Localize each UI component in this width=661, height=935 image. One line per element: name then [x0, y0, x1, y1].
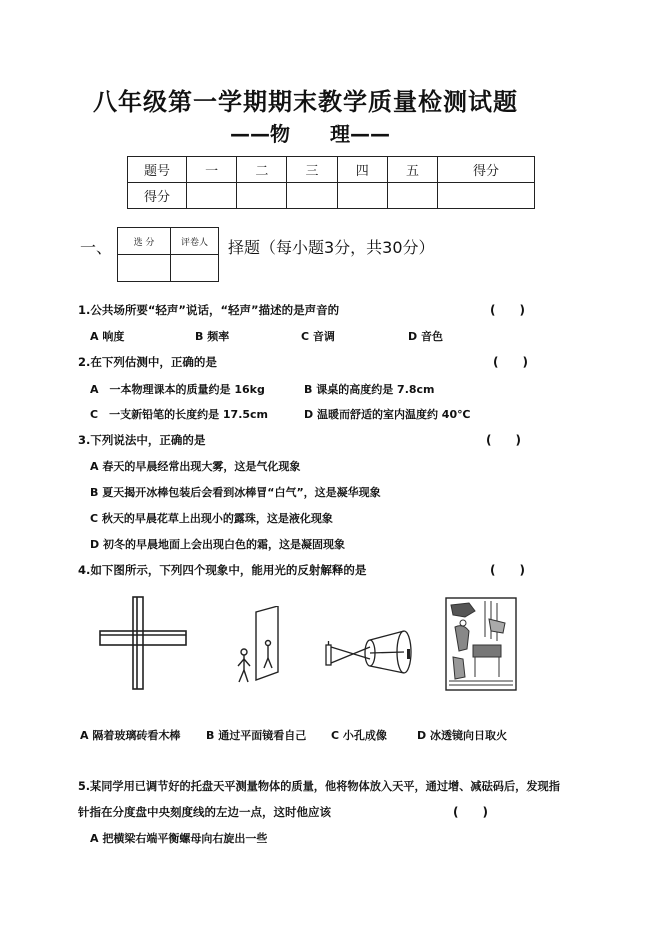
option: C 音调: [301, 330, 335, 343]
option: A 响度: [90, 330, 125, 343]
page-subtitle: ——物 理——: [230, 122, 390, 146]
grader-label: 评卷人: [171, 228, 219, 255]
score-cell[interactable]: [387, 183, 437, 209]
score-header-cell: 题号: [128, 157, 187, 183]
option: B 通过平面镜看自己: [206, 729, 307, 742]
score-cell[interactable]: [287, 183, 337, 209]
grader-label: 选 分: [118, 228, 171, 255]
option: A 春天的早晨经常出现大雾，这是气化现象: [90, 460, 301, 473]
option: D 音色: [408, 330, 443, 343]
option: D 温暖而舒适的室内温度约 40℃: [304, 408, 471, 421]
score-header-cell: 五: [387, 157, 437, 183]
score-cell[interactable]: [438, 183, 535, 209]
question-5-line-1: 5.某同学用已调节好的托盘天平测量物体的质量，他将物体放入天平，通过增、减砝码后，发现指: [78, 780, 560, 793]
option: A 隔着玻璃砖看木棒: [80, 729, 181, 742]
score-table: [127, 156, 535, 209]
grader-cell[interactable]: [118, 255, 171, 282]
score-row-label: 得分: [128, 183, 187, 209]
section-number: 一、: [80, 238, 113, 257]
option: A 一本物理课本的质量约是 16kg: [90, 383, 265, 396]
score-header-cell: 三: [287, 157, 337, 183]
score-cell[interactable]: [337, 183, 387, 209]
option: B 频率: [195, 330, 230, 343]
option: A 把横梁右端平衡螺母向右旋出一些: [90, 832, 268, 845]
option: C 秋天的早晨花草上出现小的露珠，这是液化现象: [90, 512, 333, 525]
score-cell[interactable]: [237, 183, 287, 209]
score-header-cell: 四: [337, 157, 387, 183]
answer-paren[interactable]: ( ): [486, 433, 521, 447]
score-header-cell: 得分: [438, 157, 535, 183]
score-cell[interactable]: [187, 183, 237, 209]
page-title: 八年级第一学期期末教学质量检测试题: [93, 88, 518, 116]
figure-ice-lens-fire: [445, 597, 517, 691]
option: B 课桌的高度约是 7.8cm: [304, 383, 435, 396]
option: D 冰透镜向日取火: [417, 729, 507, 742]
answer-paren[interactable]: ( ): [490, 303, 525, 317]
question-1: 1.公共场所要“轻声”说话，“轻声”描述的是声音的: [78, 303, 340, 317]
grader-cell[interactable]: [171, 255, 219, 282]
question-5-line-2: 针指在分度盘中央刻度线的左边一点，这时他应该: [78, 805, 331, 819]
figure-glass-block-rod: [98, 593, 190, 693]
answer-paren[interactable]: ( ): [453, 805, 488, 819]
question-4: 4.如下图所示，下列四个现象中，能用光的反射解释的是: [78, 563, 367, 577]
question-3: 3.下列说法中，正确的是: [78, 433, 206, 447]
answer-paren[interactable]: ( ): [490, 563, 525, 577]
option: D 初冬的早晨地面上会出现白色的霜，这是凝固现象: [90, 538, 345, 551]
figure-pinhole-imaging: [322, 627, 414, 675]
grader-box: [117, 227, 219, 282]
section-label: 择题（每小题3分，共30分）: [228, 238, 435, 257]
score-header-cell: 二: [237, 157, 287, 183]
answer-paren[interactable]: ( ): [493, 355, 528, 369]
score-header-cell: 一: [187, 157, 237, 183]
option: C 一支新铅笔的长度约是 17.5cm: [90, 408, 269, 421]
figure-plane-mirror: [232, 606, 287, 688]
question-2: 2.在下列估测中，正确的是: [78, 355, 217, 369]
option: C 小孔成像: [331, 729, 387, 742]
option: B 夏天揭开冰棒包装后会看到冰棒冒“白气”，这是凝华现象: [90, 486, 381, 499]
